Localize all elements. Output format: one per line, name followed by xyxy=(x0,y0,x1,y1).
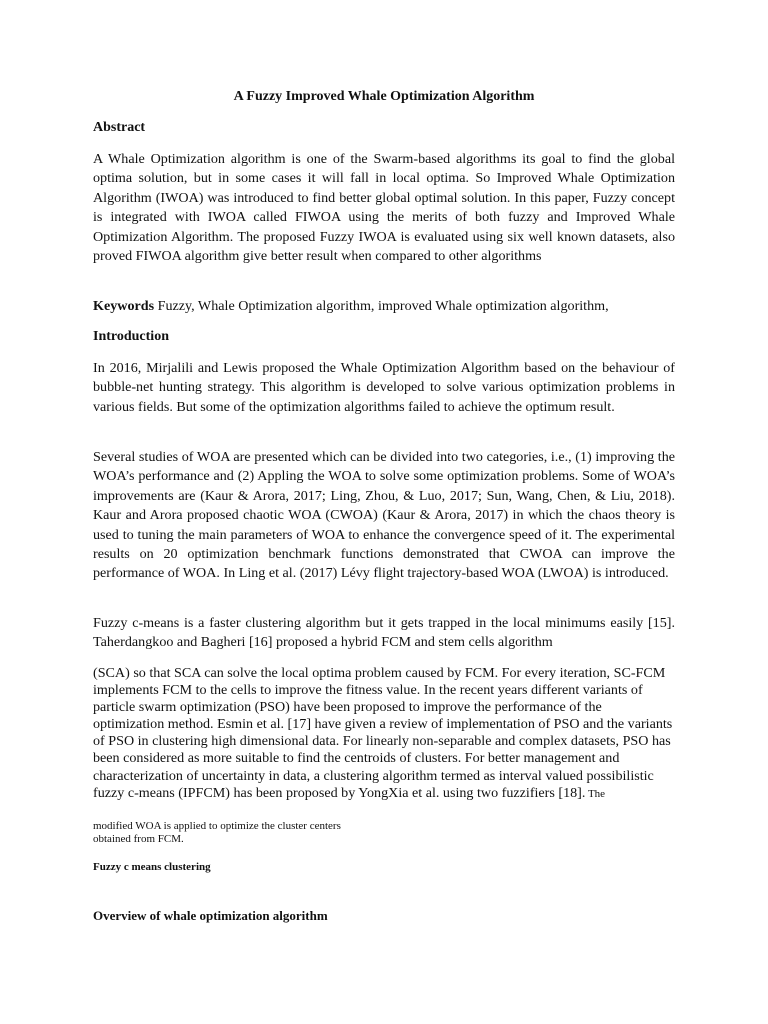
keywords-label: Keywords xyxy=(93,298,155,314)
keywords-line xyxy=(93,297,675,316)
intro-paragraph-1: In 2016, Mirjalili and Lewis proposed the Whale Optimization Algorithm based on the behaviour of bubble-net hunting strategy. This algorithm is developed to solve various optimization problems in various fields. But some of the optimization algorithms failed to achieve the optimum result. xyxy=(93,360,675,415)
intro-paragraph-4-tail: The xyxy=(585,787,606,800)
document-title: A Fuzzy Improved Whale Optimization Algorithm xyxy=(233,89,535,104)
intro-paragraph-2: Several studies of WOA are presented which can be divided into two categories, i.e., (1) improving the WOA’s performance and (2) Appling the WOA to solve some optimization problems. Some of WOA’s improvements are (Kaur & Arora, 2017; Ling, Zhou, & Luo, 2017; Sun, Wang, Chen, & Liu, 2018). Kaur and Arora proposed chaotic WOA (CWOA) (Kaur & Arora, 2017) in which the chaos theory is used to tuning the main parameters of WOA to enhance the convergence speed of it. The experimental results on 20 optimization benchmark functions demonstrated that CWOA can improve the performance of WOA. In Ling et al. (2017) Lévy flight trajectory-based WOA (LWOA) is introduced. xyxy=(93,449,675,582)
intro-paragraph-4-text: (SCA) so that SCA can solve the local optima problem caused by FCM. For every iteration, SC-FCM implements FCM to the cells to improve the fitness value. In the recent years different variants of particle swarm optimization (PSO) have been proposed to improve the performance of the optimization method. Esmin et al. [17] have given a review of implementation of PSO and the variants of PSO in clustering high dimensional data. For linearly non-separable and complex datasets, PSO has been considered as more suitable to find the centroids of clusters. For better management and characterization of uncertainty in data, a clustering algorithm termed as interval valued possibilistic fuzzy c-means (IPFCM) has been proposed by YongXia et al. using two fuzzifiers [18]. xyxy=(93,665,673,801)
intro-paragraph-3: Fuzzy c-means is a faster clustering algorithm but it gets trapped in the local minimums easily [15]. Taherdangkoo and Bagheri [16] proposed a hybrid FCM and stem cells algorithm xyxy=(93,615,675,651)
intro-paragraph-4 xyxy=(93,665,675,803)
woa-overview-heading: Overview of whale optimization algorithm xyxy=(93,908,328,923)
fcm-heading: Fuzzy c means clustering xyxy=(93,861,211,873)
abstract-heading: Abstract xyxy=(93,120,146,135)
small-text-line-1: modified WOA is applied to optimize the cluster centers xyxy=(93,820,341,832)
keywords-text: Fuzzy, Whale Optimization algorithm, improved Whale optimization algorithm, xyxy=(154,298,609,314)
small-text-line-2: obtained from FCM. xyxy=(93,833,184,845)
introduction-heading: Introduction xyxy=(93,329,169,344)
abstract-paragraph: A Whale Optimization algorithm is one of the Swarm-based algorithms its goal to find the global optima solution, but in some cases it will fall in local optima. So Improved Whale Optimization Algorithm (IWOA) was introduced to find better global optimal solution. In this paper, Fuzzy concept is integrated with IWOA called FIWOA using the merits of both fuzzy and Improved Whale Optimization Algorithm. The proposed Fuzzy IWOA is evaluated using six well known datasets, also proved FIWOA algorithm give better result when compared to other algorithms xyxy=(93,151,675,265)
